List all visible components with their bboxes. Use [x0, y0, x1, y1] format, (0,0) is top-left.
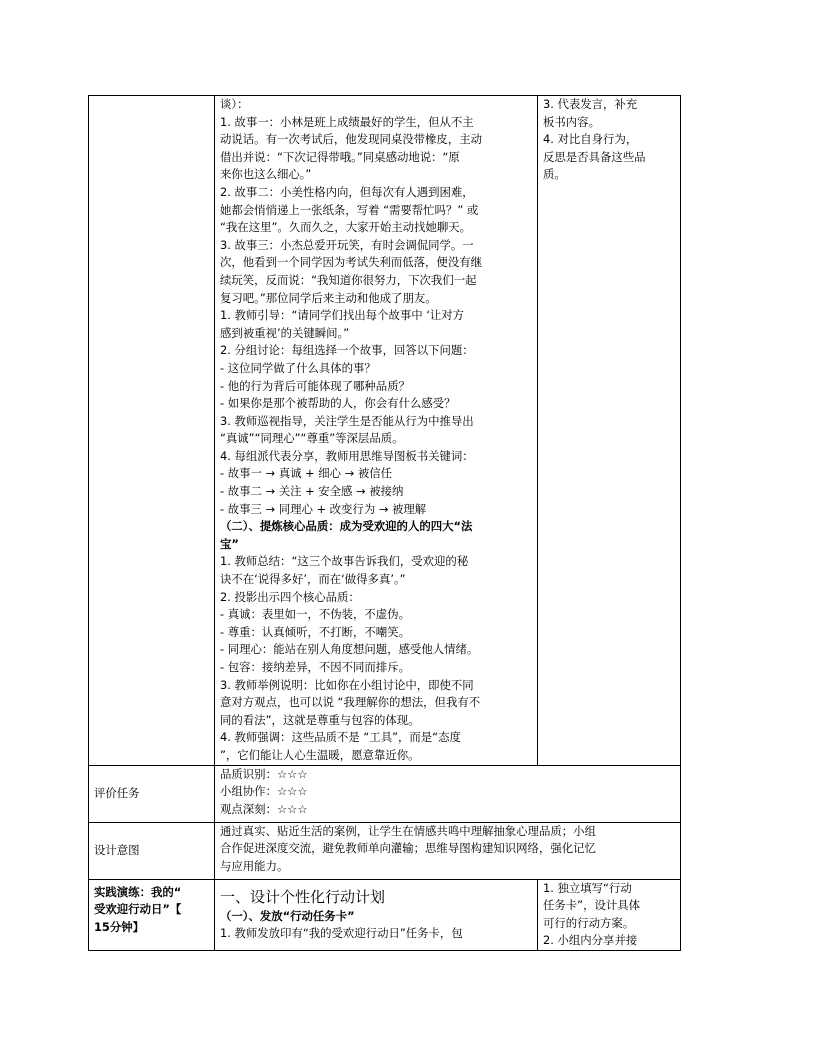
- text-line: 续玩笑，反而说：“我知道你很努力，下次我们一起: [220, 272, 477, 287]
- text-line: 来你也这么细心。”: [220, 167, 312, 182]
- text-line: 谈）：: [220, 97, 249, 111]
- lesson-plan-table: [88, 95, 681, 951]
- text-line: 3. 故事三：小杰总爱开玩笑，有时会调侃同学。一: [220, 237, 474, 252]
- text-line: 质。: [543, 167, 566, 182]
- text-line: 动说话。有一次考试后，他发现同桌没带橡皮，主动: [220, 132, 482, 147]
- text-line: 1. 独立填写“行动: [543, 880, 632, 895]
- text-line: 与应用能力。: [220, 858, 289, 873]
- section-title: （二）、提炼核心品质：成为受欢迎的人的四大“法: [220, 519, 473, 534]
- text-line: ”，它们能让人心生温暖，愿意靠近你。: [220, 747, 420, 762]
- text-line: 意对方观点，也可以说 “我理解你的想法，但我有不: [220, 695, 481, 710]
- rating-item: 小组协作：☆☆☆: [220, 784, 308, 799]
- practice-label: [89, 879, 215, 950]
- text-line: - 包容：接纳差异，不因不同而排斥。: [220, 660, 410, 674]
- text-line: - 尊重：认真倾听，不打断，不嘲笑。: [220, 624, 410, 639]
- text-line: 4. 每组派代表分享，教师用思维导图板书关键词：: [220, 448, 474, 463]
- text-line: 次，他看到一个同学因为考试失利而低落，便没有继: [220, 255, 482, 270]
- evaluation-label: 评价任务: [89, 765, 215, 822]
- subsection-title: （一）、发放“行动任务卡”: [220, 908, 355, 923]
- text-line: 2. 小组内分享并接: [543, 933, 638, 948]
- activity-row: [89, 96, 681, 766]
- text-line: 1. 教师总结：“这三个故事告诉我们，受欢迎的秘: [220, 554, 469, 569]
- text-line: 2. 故事二：小美性格内向，但每次有人遇到困难，: [220, 184, 474, 199]
- text-line: “我在这里”。久而久之，大家开始主动找她聊天。: [220, 220, 472, 235]
- practice-row: [89, 879, 681, 950]
- text-line: 4. 对比自身行为，: [543, 132, 638, 147]
- text-line: 同的看法”，这就是尊重与包容的体现。: [220, 712, 420, 727]
- text-line: - 如果你是那个被帮助的人，你会有什么感受？: [220, 396, 456, 411]
- text-line: “真诚”“同理心”“尊重”等深层品质。: [220, 431, 404, 446]
- text-line: 板书内容。: [543, 114, 600, 129]
- rating-item: 观点深刻：☆☆☆: [220, 801, 308, 816]
- text-line: 3. 教师举例说明：比如你在小组讨论中，即使不同: [220, 677, 474, 692]
- label-line: 实践演练：我的“: [94, 884, 182, 899]
- text-line: 通过真实、贴近生活的案例，让学生在情感共鸣中理解抽象心理品质；小组: [220, 823, 596, 838]
- text-line: 任务卡”，设计具体: [543, 898, 641, 913]
- label-line: 受欢迎行动日”【: [94, 902, 182, 917]
- design-intent-row: [89, 822, 681, 879]
- practice-student-cell: [538, 879, 681, 950]
- text-line: 2. 分组讨论：每组选择一个故事，回答以下问题：: [220, 343, 474, 358]
- text-line: 1. 教师发放印有“我的受欢迎行动日”任务卡，包: [220, 926, 463, 941]
- text-line: - 他的行为背后可能体现了哪种品质？: [220, 378, 410, 393]
- evaluation-content: [215, 765, 681, 822]
- text-line: 反思是否具备这些品: [543, 149, 646, 164]
- text-line: 可行的行动方案。: [543, 915, 635, 930]
- rating-item: 品质识别：☆☆☆: [220, 766, 308, 781]
- text-line: 复习吧。”那位同学后来主动和他成了朋友。: [220, 290, 437, 305]
- text-line: 1. 教师引导：“请同学们找出每个故事中 ‘让对方: [220, 308, 465, 323]
- design-intent-label: 设计意图: [89, 822, 215, 879]
- text-line: - 真诚：表里如一，不伪装，不虚伪。: [220, 607, 410, 622]
- evaluation-row: [89, 765, 681, 822]
- design-intent-content: [215, 822, 681, 879]
- text-line: 诀不在‘说得多好’，而在‘做得多真’。”: [220, 572, 406, 587]
- practice-content: [215, 879, 538, 950]
- text-line: 她都会悄悄递上一张纸条，写着 “需要帮忙吗？” 或: [220, 202, 479, 217]
- text-line: 2. 投影出示四个核心品质：: [220, 589, 360, 604]
- text-line: - 故事二 → 关注 + 安全感 → 被接纳: [220, 484, 404, 499]
- text-line: 感到被重视’的关键瞬间。”: [220, 325, 350, 340]
- label-line: 15分钟】: [94, 919, 145, 934]
- text-line: - 同理心：能站在别人角度想问题，感受他人情绪。: [220, 642, 479, 657]
- text-line: - 这位同学做了什么具体的事？: [220, 360, 376, 375]
- section-title-cont: 宝”: [220, 536, 239, 551]
- teacher-activity-cell: [215, 96, 538, 766]
- text-line: 3. 教师巡视指导，关注学生是否能从行为中推导出: [220, 413, 474, 428]
- student-activity-cell: [538, 96, 681, 766]
- text-line: 1. 故事一：小林是班上成绩最好的学生，但从不主: [220, 114, 474, 129]
- text-line: 4. 教师强调：这些品质不是 “工具”，而是“态度: [220, 730, 461, 745]
- empty-label-cell: [89, 96, 215, 766]
- text-line: - 故事三 → 同理心 + 改变行为 → 被理解: [220, 501, 427, 516]
- section-heading: 一、设计个性化行动计划: [220, 887, 386, 906]
- text-line: 借出并说：“下次记得带哦。”同桌感动地说：“原: [220, 149, 460, 164]
- text-line: 3. 代表发言，补充: [543, 97, 638, 111]
- text-line: - 故事一 → 真诚 + 细心 → 被信任: [220, 466, 392, 481]
- text-line: 合作促进深度交流，避免教师单向灌输；思维导图构建知识网络，强化记忆: [220, 841, 596, 856]
